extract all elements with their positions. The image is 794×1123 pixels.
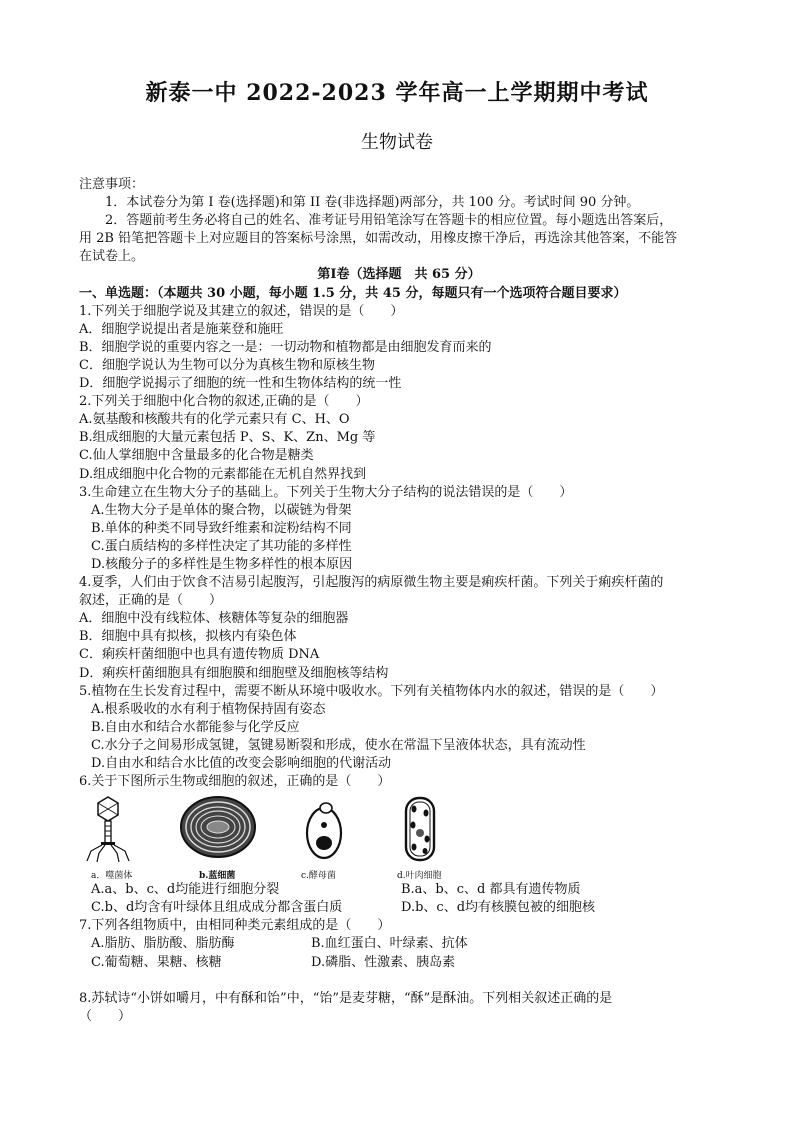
question-stem: 7.下列各组物质中，由相同种类元素组成的是（ ） (79, 918, 391, 934)
option-a: A.生物大分子是单体的聚合物，以碳链为骨架 (91, 502, 352, 518)
notice-heading: 注意事项： (79, 177, 145, 192)
option-b: B.单体的种类不同导致纤维素和淀粉结构不同 (91, 520, 352, 536)
exam-title: 新泰一中 2022-2023 学年高一上学期期中考试 (145, 80, 649, 106)
option-a: A．细胞中没有线粒体、核糖体等复杂的细胞器 (79, 611, 349, 627)
bacteriophage-figure (83, 795, 133, 863)
option-row (79, 954, 719, 972)
notice-item-1: 1．本试卷分为第 I 卷(选择题)和第 II 卷(非选择题)两部分，共 100 分。考试时间 90 分钟。 (105, 195, 640, 211)
option-d: D.核酸分子的多样性是生物多样性的根本原因 (91, 556, 353, 572)
option-row (79, 899, 719, 917)
exam-body (79, 176, 719, 1026)
option-b: B.血红蛋白、叶绿素、抗体 (311, 936, 468, 952)
option-a: A.a、b、c、d均能进行细胞分裂 (91, 882, 280, 898)
option-c: C.b、d均含有叶绿体且组成成分都含蛋白质 (91, 900, 343, 916)
option-c: C．痢疾杆菌细胞中也具有遗传物质 DNA (79, 647, 320, 663)
option-c: C.蛋白质结构的多样性决定了其功能的多样性 (91, 538, 352, 554)
section-heading: 第Ⅰ卷（选择题 共 65 分） (317, 267, 481, 283)
option-d: D.组成细胞中化合物的元素都能在无机自然界找到 (79, 466, 367, 482)
option-row (79, 935, 719, 953)
yeast-figure (303, 795, 345, 863)
option-a: A.脂肪、脂肪酸、脂肪酶 (91, 936, 235, 952)
option-c: C.仙人掌细胞中含量最多的化合物是糖类 (79, 448, 314, 464)
option-b: B.组成细胞的大量元素包括 P、S、K、Zn、Mg 等 (79, 430, 376, 446)
option-a: A．细胞学说提出者是施莱登和施旺 (79, 321, 284, 337)
option-a: A.根系吸收的水有利于植物保持固有姿态 (91, 701, 326, 717)
leaf-cell-figure (403, 795, 437, 863)
option-d: D．细胞学说揭示了细胞的统一性和生物体结构的统一性 (79, 376, 402, 392)
question-stem: 1.下列关于细胞学说及其建立的叙述，错误的是（ ） (79, 303, 404, 319)
option-a: A.氨基酸和核酸共有的化学元素只有 C、H、O (79, 412, 350, 428)
cyanobacterium-figure (179, 795, 257, 859)
option-c: C.葡萄糖、果糖、核糖 (91, 954, 222, 970)
figure-caption: d.叶肉细胞 (397, 871, 442, 882)
question-stem-line-1: 8.苏轼诗“小饼如嚼月，中有酥和饴”中，“饴”是麦芽糖，“酥”是酥油。下列相关叙述正确的是 (79, 990, 613, 1006)
option-c: C．细胞学说认为生物可以分为真核生物和原核生物 (79, 357, 375, 373)
question-stem: 5.植物在生长发育过程中，需要不断从环境中吸收水。下列有关植物体内水的叙述，错误的是（ ） (79, 683, 664, 699)
notice-item-2-line-3: 在试卷上。 (79, 249, 145, 265)
option-c: C.水分子之间易形成氢键，氢键易断裂和形成，使水在常温下呈液体状态，具有流动性 (91, 737, 586, 753)
question-stem-line-2: 叙述，正确的是（ ） (79, 593, 223, 609)
option-d: D.b、c、d均有核膜包被的细胞核 (401, 900, 596, 916)
question-stem: 2.下列关于细胞中化合物的叙述,正确的是（ ） (79, 394, 369, 410)
option-b: B.自由水和结合水都能参与化学反应 (91, 719, 300, 735)
exam-subtitle: 生物试卷 (361, 132, 433, 153)
notice-item-2-line-2: 用 2B 铅笔把答题卡上对应题目的答案标号涂黑，如需改动，用橡皮擦干净后，再选涂其他答案，不能答 (79, 231, 678, 247)
notice-item-2-line-1: 2．答题前考生务必将自己的姓名、准考证号用铅笔涂写在答题卡的相应位置。每小题选出答案后， (105, 213, 673, 229)
option-b: B．细胞学说的重要内容之一是：一切动物和植物都是由细胞发育而来的 (79, 339, 492, 355)
figure-row (79, 795, 719, 881)
figure-caption: b.蓝细菌 (199, 871, 236, 882)
figure-caption: c.酵母菌 (301, 871, 336, 882)
question-stem-line-2: （ ） (79, 1008, 132, 1024)
part-heading: 一、单选题：（本题共 30 小题，每小题 1.5 分，共 45 分，每题只有一个选项符合题目要求） (79, 285, 627, 301)
option-d: D.自由水和结合水比值的改变会影响细胞的代谢活动 (91, 756, 392, 771)
question-stem: 6.关于下图所示生物或细胞的叙述，正确的是（ ） (79, 774, 391, 790)
option-d: D.磷脂、性激素、胰岛素 (311, 954, 456, 970)
option-b: B．细胞中具有拟核，拟核内有染色体 (79, 629, 297, 645)
figure-caption: a．噬菌体 (91, 871, 133, 882)
question-stem-line-1: 4.夏季，人们由于饮食不洁易引起腹泻，引起腹泻的病原微生物主要是痢疾杆菌。下列关于痢疾杆菌的 (79, 575, 664, 591)
option-b: B.a、b、c、d 都具有遗传物质 (401, 882, 581, 898)
question-stem: 3.生命建立在生物大分子的基础上。下列关于生物大分子结构的说法错误的是（ ） (79, 484, 573, 500)
option-d: D．痢疾杆菌细胞具有细胞膜和细胞壁及细胞核等结构 (79, 665, 389, 681)
